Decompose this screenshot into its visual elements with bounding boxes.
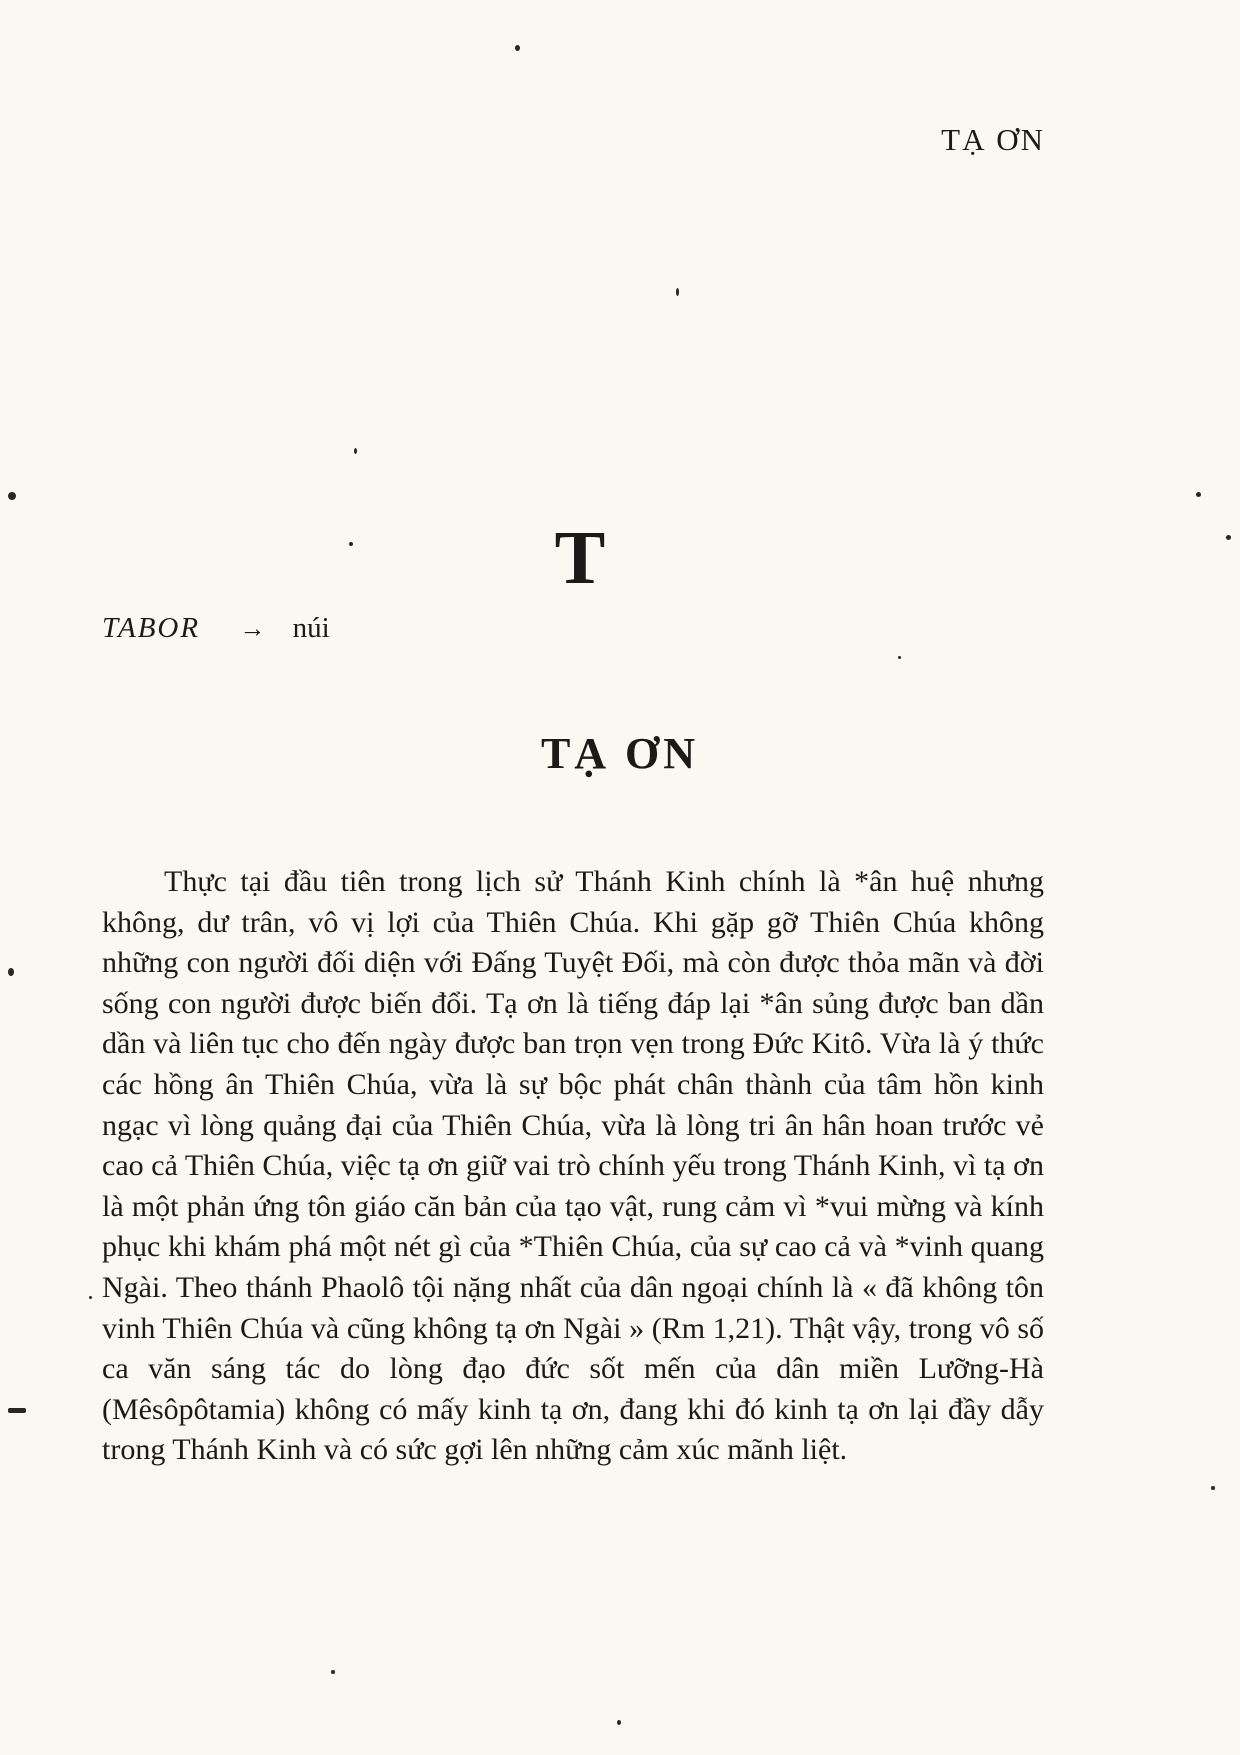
running-head: TẠ ƠN [941, 122, 1045, 157]
scan-speck [898, 656, 901, 659]
arrow-right-icon: → [239, 614, 266, 643]
scan-speck [617, 1720, 621, 1725]
entry-paragraph: Thực tại đầu tiên trong lịch sử Thánh Kinh chính là *ân huệ nhưng không, dư trân, vô vị lợi của Thiên Chúa. Khi gặp gỡ Thiên Chúa không những con người đối diện với Đấng Tuyệt Đối, mà còn được thỏa mãn và đời sống con người được biến đổi. Tạ ơn là tiếng đáp lại *ân sủng được ban dần dần và liên tục cho đến ngày được ban trọn vẹn trong Đức Kitô. Vừa là ý thức các hồng ân Thiên Chúa, vừa là sự bộc phát chân thành của tâm hồn kinh ngạc vì lòng quảng đại của Thiên Chúa, vừa là lòng tri ân hân hoan trước vẻ cao cả Thiên Chúa, việc tạ ơn giữ vai trò chính yếu trong Thánh Kinh, vì tạ ơn là một phản ứng tôn giáo căn bản của tạo vật, rung cảm vì *vui mừng và kính phục khi khám phá một nét gì của *Thiên Chúa, của sự cao cả và *vinh quang Ngài. Theo thánh Phaolô tội nặng nhất của dân ngoại chính là « đã không tôn vinh Thiên Chúa và cũng không tạ ơn Ngài » (Rm 1,21). Thật vậy, trong vô số ca văn sáng tác do lòng đạo đức sốt mến của dân miền Lưỡng-Hà (Mêsôpôtamia) không có mấy kinh tạ ơn, đang khi đó kinh tạ ơn lại đầy dẫy trong Thánh Kinh và có sức gợi lên những cảm xúc mãnh liệt. [102, 865, 1044, 1467]
scan-speck [1196, 492, 1201, 497]
cross-reference-term: TABOR [102, 612, 201, 644]
scan-speck [349, 542, 353, 546]
cross-reference-target: núi [292, 612, 330, 644]
scan-speck [354, 448, 357, 454]
section-letter: T [554, 516, 606, 600]
scan-speck [331, 1670, 335, 1674]
scan-speck [8, 968, 14, 976]
scan-speck [8, 1408, 26, 1413]
entry-title: TẠ ƠN [540, 729, 700, 778]
scan-speck [89, 1296, 92, 1299]
scan-speck [515, 45, 520, 51]
scan-speck [1211, 1486, 1215, 1490]
cross-reference [102, 612, 330, 645]
scan-speck [676, 288, 679, 296]
scan-speck [1226, 535, 1231, 540]
scan-speck [8, 492, 16, 500]
